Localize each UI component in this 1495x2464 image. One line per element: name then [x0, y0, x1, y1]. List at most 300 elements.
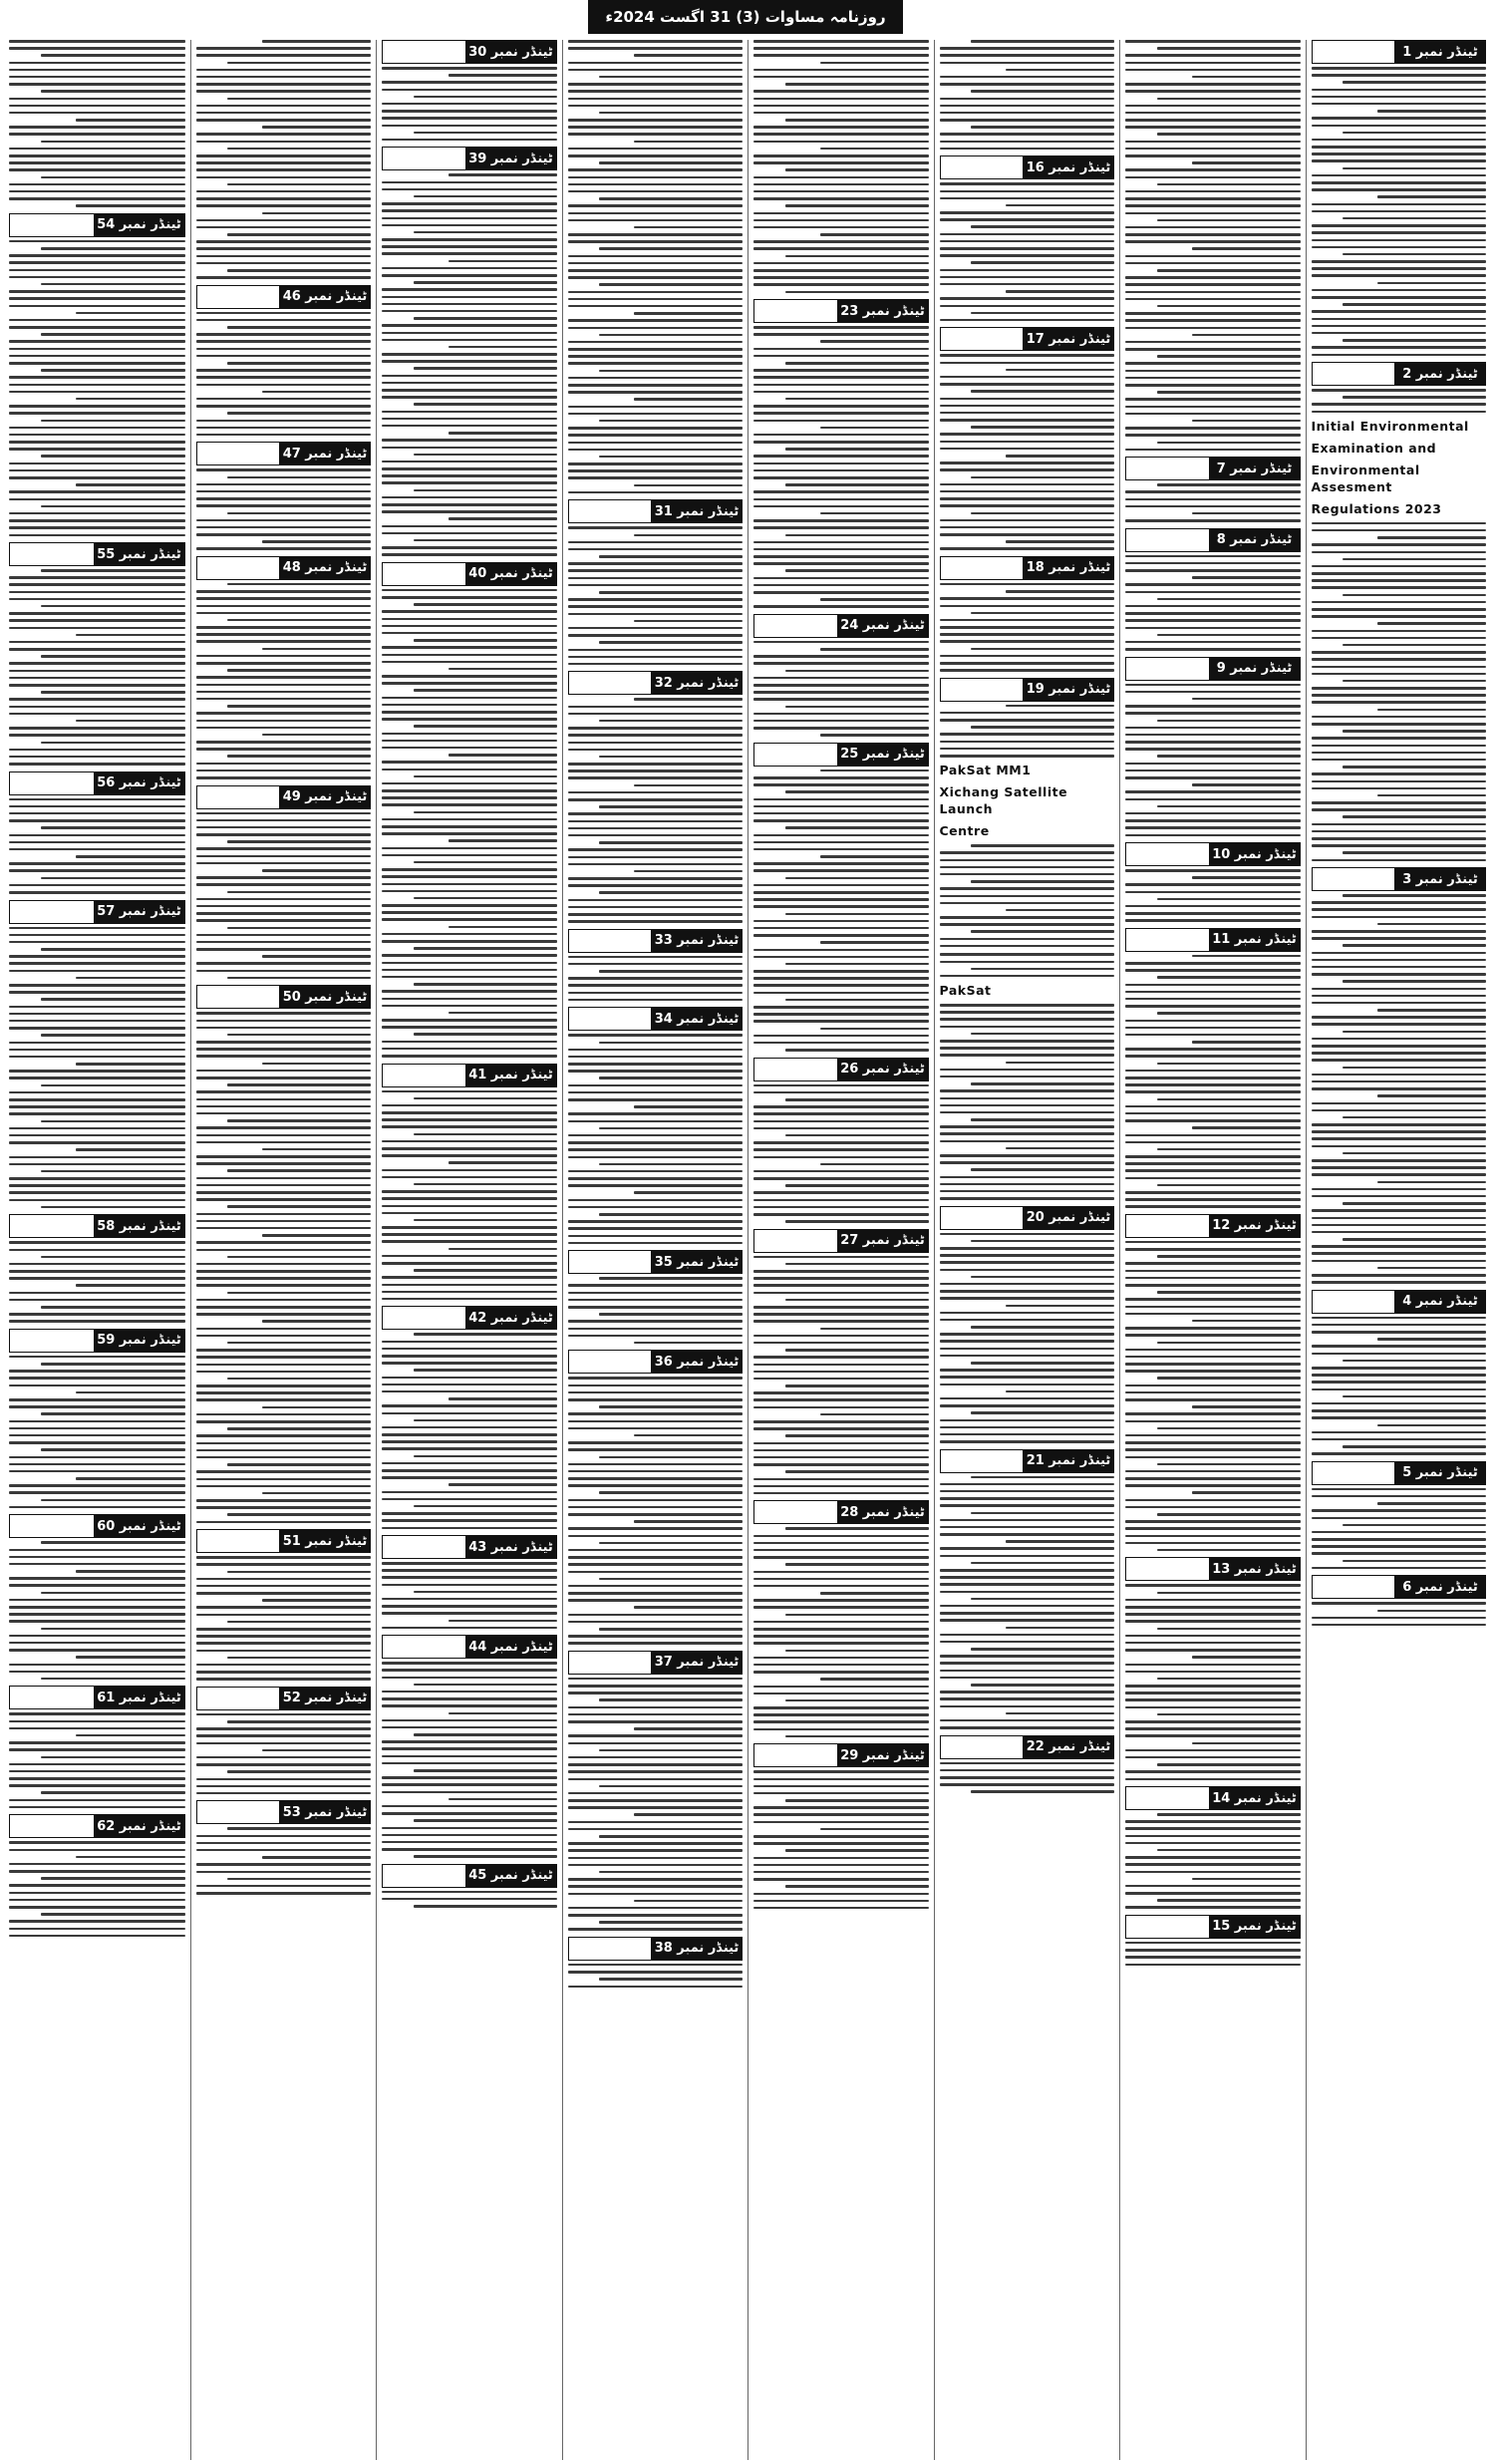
text-line: [785, 448, 929, 451]
text-line: [196, 883, 372, 886]
tender-body: [382, 1333, 557, 1529]
tender-number-label: ٹینڈر نمبر 52: [279, 1687, 371, 1710]
tender-body: [940, 953, 1115, 1199]
text-line: [196, 876, 372, 879]
tender-body: [753, 1527, 929, 1737]
tender-body: [9, 1356, 185, 1508]
tender-number-label: ٹینڈر نمبر 24: [837, 614, 929, 638]
text-line: [940, 269, 1115, 272]
text-line: [9, 1863, 185, 1866]
tender-notice: [1312, 1290, 1487, 1455]
text-line: [568, 1685, 744, 1688]
text-line: [227, 98, 371, 101]
text-line: [196, 1220, 372, 1223]
tender-number-label: ٹینڈر نمبر 15: [1209, 1915, 1301, 1939]
text-line: [1157, 1012, 1301, 1015]
text-line: [382, 217, 557, 220]
text-line: [568, 348, 744, 351]
text-line: [9, 727, 185, 730]
text-line: [940, 133, 1115, 136]
text-line: [940, 1333, 1115, 1336]
text-line: [1125, 1892, 1301, 1895]
text-line: [1125, 1706, 1301, 1709]
text-line: [753, 1456, 929, 1459]
text-line: [227, 412, 371, 415]
text-line: [568, 1506, 744, 1509]
text-line: [568, 1720, 744, 1723]
text-line: [196, 1871, 372, 1874]
text-line: [1125, 168, 1301, 171]
text-line: [940, 1555, 1115, 1558]
tender-body: [568, 40, 744, 493]
header-frame: [196, 556, 280, 580]
text-line: [753, 1792, 929, 1795]
text-line: [262, 391, 371, 394]
text-line: [1312, 859, 1487, 862]
text-line: [1125, 1105, 1301, 1108]
text-line: [940, 105, 1115, 108]
text-line: [1312, 966, 1487, 969]
text-line: [1125, 641, 1301, 644]
text-line: [753, 1857, 929, 1860]
tender-number-label: ٹینڈر نمبر 31: [651, 499, 743, 523]
text-line: [940, 1641, 1115, 1644]
text-line: [382, 274, 557, 277]
text-line: [196, 1364, 372, 1367]
text-line: [940, 866, 1115, 869]
text-line: [1125, 298, 1301, 301]
text-line: [971, 426, 1114, 429]
tender-header: [940, 1206, 1115, 1230]
text-line: [634, 1105, 743, 1108]
text-line: [753, 992, 929, 995]
text-line: [1157, 355, 1301, 358]
text-line: [76, 855, 184, 858]
text-line: [196, 1213, 372, 1216]
text-line: [820, 148, 929, 151]
text-line: [568, 83, 744, 86]
text-line: [382, 1426, 557, 1429]
text-line: [1312, 1274, 1487, 1277]
text-line: [1125, 1112, 1301, 1115]
text-line: [9, 619, 185, 622]
text-line: [1312, 203, 1487, 206]
text-line: [785, 119, 929, 122]
text-line: [1125, 1306, 1301, 1309]
text-line: [568, 1734, 744, 1737]
text-line: [753, 1442, 929, 1445]
text-line: [568, 776, 744, 779]
text-line: [1125, 283, 1301, 286]
text-line: [753, 684, 929, 687]
text-line: [971, 726, 1114, 729]
text-line: [9, 1870, 185, 1873]
text-line: [414, 1819, 557, 1822]
text-line: [9, 126, 185, 129]
text-line: [971, 1790, 1114, 1793]
text-line: [940, 1104, 1115, 1107]
text-line: [414, 1591, 557, 1594]
text-line: [568, 984, 744, 987]
text-line: [785, 1470, 929, 1473]
text-line: [568, 1235, 744, 1238]
text-line: [785, 168, 929, 171]
text-line: [1125, 190, 1301, 193]
latin-text: PakSat MM1: [939, 763, 1032, 778]
text-line: [1125, 1169, 1301, 1172]
text-line: [568, 148, 744, 151]
text-line: [9, 891, 185, 894]
tender-notice: [940, 1735, 1115, 1793]
text-line: [196, 826, 372, 829]
text-line: [1125, 776, 1301, 779]
text-line: [971, 930, 1114, 933]
text-line: [382, 1848, 557, 1851]
text-line: [1157, 976, 1301, 979]
text-line: [382, 911, 557, 914]
text-line: [196, 47, 372, 50]
tender-notice: [196, 1800, 372, 1894]
text-line: [568, 1763, 744, 1766]
text-line: [382, 1627, 557, 1630]
text-line: [599, 1871, 743, 1874]
text-line: [1125, 712, 1301, 715]
text-line: [1312, 1195, 1487, 1198]
tender-body: [1125, 1241, 1301, 1552]
text-line: [599, 247, 743, 250]
text-line: [785, 1885, 929, 1888]
text-line: [1312, 181, 1487, 184]
text-line: [568, 863, 744, 866]
text-line: [382, 324, 557, 327]
text-line: [568, 62, 744, 65]
text-line: [9, 1635, 185, 1638]
text-line: [41, 1791, 185, 1794]
tender-body: [1312, 1317, 1487, 1455]
text-line: [196, 912, 372, 915]
text-line: [196, 1328, 372, 1331]
text-line: [940, 1319, 1115, 1322]
text-line: [753, 1306, 929, 1309]
text-line: [753, 212, 929, 215]
text-line: [9, 469, 185, 472]
header-frame: [753, 299, 837, 323]
text-line: [1125, 819, 1301, 822]
text-line: [753, 276, 929, 279]
tender-notice: [940, 327, 1115, 550]
text-line: [1157, 755, 1301, 758]
text-line: [1192, 955, 1301, 958]
text-line: [1312, 579, 1487, 582]
text-line: [1125, 883, 1301, 886]
text-line: [196, 1070, 372, 1073]
text-line: [1312, 210, 1487, 213]
tender-header: [1312, 40, 1487, 64]
text-line: [448, 173, 557, 176]
tender-body: [1125, 1813, 1301, 1909]
tender-body: [940, 182, 1115, 321]
text-line: [382, 890, 557, 893]
text-line: [382, 1747, 557, 1750]
text-line: [1312, 325, 1487, 328]
text-line: [1312, 1381, 1487, 1384]
text-line: [196, 1478, 372, 1481]
text-line: [382, 1197, 557, 1200]
text-line: [227, 512, 371, 515]
text-line: [568, 212, 744, 215]
text-line: [971, 476, 1114, 479]
text-line: [196, 1734, 372, 1737]
text-line: [568, 1463, 744, 1466]
text-line: [9, 984, 185, 987]
text-line: [1312, 1317, 1487, 1320]
text-line: [753, 655, 929, 658]
text-line: [9, 1292, 185, 1295]
text-line: [382, 711, 557, 714]
text-line: [382, 1169, 557, 1172]
text-line: [971, 1276, 1114, 1279]
tender-body: [382, 173, 557, 555]
text-line: [414, 1455, 557, 1458]
text-line: [1157, 634, 1301, 637]
text-line: [1312, 1080, 1487, 1083]
text-line: [196, 176, 372, 179]
text-line: [568, 1398, 744, 1401]
text-line: [568, 963, 744, 966]
tender-notice: [9, 900, 185, 1209]
text-line: [196, 69, 372, 72]
header-frame: [940, 1449, 1024, 1473]
text-line: [753, 1406, 929, 1409]
text-line: [227, 326, 371, 329]
text-line: [568, 706, 744, 709]
text-line: [196, 1356, 372, 1359]
text-line: [753, 283, 929, 286]
tender-number-label: ٹینڈر نمبر 44: [465, 1635, 557, 1659]
header-frame: [1312, 1461, 1395, 1485]
text-line: [9, 1156, 185, 1159]
text-line: [382, 139, 557, 142]
text-line: [1125, 555, 1301, 558]
text-line: [753, 798, 929, 801]
text-line: [568, 1635, 744, 1638]
text-line: [568, 69, 744, 72]
text-line: [1125, 1441, 1301, 1444]
text-line: [1006, 69, 1114, 72]
text-line: [940, 398, 1115, 401]
text-line: [568, 1484, 744, 1487]
text-line: [940, 902, 1115, 905]
text-line: [1312, 772, 1487, 775]
text-line: [196, 655, 372, 658]
text-line: [382, 1898, 557, 1901]
text-line: [382, 481, 557, 484]
text-line: [414, 1333, 557, 1336]
text-line: [227, 476, 371, 479]
text-line: [9, 1727, 185, 1730]
text-line: [1125, 1527, 1301, 1530]
text-line: [1192, 576, 1301, 579]
text-line: [9, 183, 185, 186]
text-line: [1343, 396, 1486, 399]
text-line: [382, 1005, 557, 1008]
text-line: [196, 1055, 372, 1058]
text-line: [1125, 1756, 1301, 1759]
text-line: [196, 948, 372, 951]
text-line: [568, 1756, 744, 1759]
text-line: [568, 1849, 744, 1852]
text-line: [1192, 1742, 1301, 1745]
text-line: [785, 1563, 929, 1566]
text-line: [1377, 1267, 1486, 1270]
text-line: [1006, 1062, 1114, 1065]
text-line: [9, 1177, 185, 1180]
text-line: [753, 1621, 929, 1624]
text-line: [599, 1277, 743, 1280]
tender-header: [1125, 1557, 1301, 1581]
text-line: [940, 1011, 1115, 1014]
tender-number-label: ٹینڈر نمبر 54: [94, 213, 185, 237]
text-line: [1377, 622, 1486, 625]
text-line: [1125, 1956, 1301, 1959]
text-line: [382, 818, 557, 821]
text-line: [1125, 605, 1301, 608]
text-line: [753, 105, 929, 108]
text-line: [41, 691, 185, 694]
text-line: [196, 420, 372, 423]
text-line: [382, 418, 557, 421]
header-frame: [568, 499, 652, 523]
text-line: [568, 1098, 744, 1101]
text-line: [940, 519, 1115, 522]
text-line: [196, 1027, 372, 1030]
tender-number-label: ٹینڈر نمبر 17: [1023, 327, 1114, 351]
text-line: [382, 704, 557, 707]
tender-body: [753, 641, 929, 737]
text-line: [9, 648, 185, 651]
text-line: [9, 534, 185, 537]
text-line: [196, 962, 372, 965]
text-line: [753, 262, 929, 265]
text-line: [196, 691, 372, 694]
text-line: [940, 497, 1115, 500]
tender-body: [382, 1662, 557, 1858]
text-line: [568, 1328, 744, 1331]
text-line: [568, 105, 744, 108]
text-line: [1125, 505, 1301, 508]
text-line: [753, 1821, 929, 1824]
text-line: [41, 54, 185, 57]
tender-body: [382, 1891, 557, 1908]
text-line: [382, 332, 557, 335]
text-line: [1312, 346, 1487, 349]
text-line: [940, 254, 1115, 257]
text-line: [971, 844, 1114, 847]
tender-number-label: ٹینڈر نمبر 2: [1394, 362, 1486, 386]
text-line: [1312, 551, 1487, 554]
text-line: [568, 1986, 744, 1989]
text-line: [753, 1035, 929, 1038]
header-frame: [9, 213, 94, 237]
text-line: [940, 1340, 1115, 1343]
text-line: [568, 1177, 744, 1180]
text-line: [568, 763, 744, 766]
text-line: [1125, 648, 1301, 651]
text-line: [196, 384, 372, 387]
text-line: [568, 462, 744, 465]
tender-notice: [940, 155, 1115, 321]
text-line: [1125, 763, 1301, 766]
text-line: [196, 1041, 372, 1044]
text-line: [9, 148, 185, 151]
text-line: [568, 613, 744, 616]
tender-notice: [382, 1306, 557, 1529]
tender-number-label: ٹینڈر نمبر 49: [279, 785, 371, 809]
text-line: [1125, 240, 1301, 243]
tender-header: [1312, 867, 1487, 891]
text-line: [568, 1091, 744, 1094]
text-line: [1125, 1506, 1301, 1509]
text-line: [568, 176, 744, 179]
text-line: [568, 713, 744, 716]
text-line: [382, 1026, 557, 1029]
text-line: [1312, 274, 1487, 277]
tender-notice: [940, 1449, 1115, 1729]
text-line: [382, 1205, 557, 1208]
text-line: [753, 219, 929, 222]
text-line: [1312, 529, 1487, 532]
text-line: [382, 1147, 557, 1150]
text-line: [940, 283, 1115, 286]
text-line: [753, 1842, 929, 1845]
text-line: [262, 648, 371, 651]
tender-notice: [382, 147, 557, 555]
text-line: [382, 252, 557, 255]
text-line: [9, 412, 185, 415]
text-line: [196, 1105, 372, 1108]
text-line: [568, 1885, 744, 1888]
text-line: [9, 1091, 185, 1094]
tender-body: [940, 705, 1115, 948]
text-line: [753, 905, 929, 908]
text-line: [1125, 583, 1301, 586]
tender-number-label: ٹینڈر نمبر 43: [465, 1535, 557, 1559]
text-line: [568, 1614, 744, 1617]
text-line: [753, 183, 929, 186]
text-line: [196, 247, 372, 250]
text-line: [753, 369, 929, 372]
text-line: [753, 1535, 929, 1538]
tender-notice: [382, 1864, 557, 1908]
text-line: [1343, 217, 1486, 220]
text-line: [568, 1170, 744, 1173]
text-line: [1157, 1763, 1301, 1766]
text-line: [940, 945, 1115, 948]
text-line: [1157, 305, 1301, 308]
text-line: [753, 1156, 929, 1159]
text-line: [753, 641, 929, 644]
text-line: [753, 1006, 929, 1009]
text-line: [753, 1277, 929, 1280]
text-line: [9, 1712, 185, 1715]
text-line: [971, 1118, 1114, 1121]
text-line: [753, 1606, 929, 1609]
tender-header: [568, 1651, 744, 1675]
text-line: [1312, 780, 1487, 783]
text-line: [820, 941, 929, 944]
text-line: [382, 411, 557, 414]
text-line: [1125, 705, 1301, 708]
